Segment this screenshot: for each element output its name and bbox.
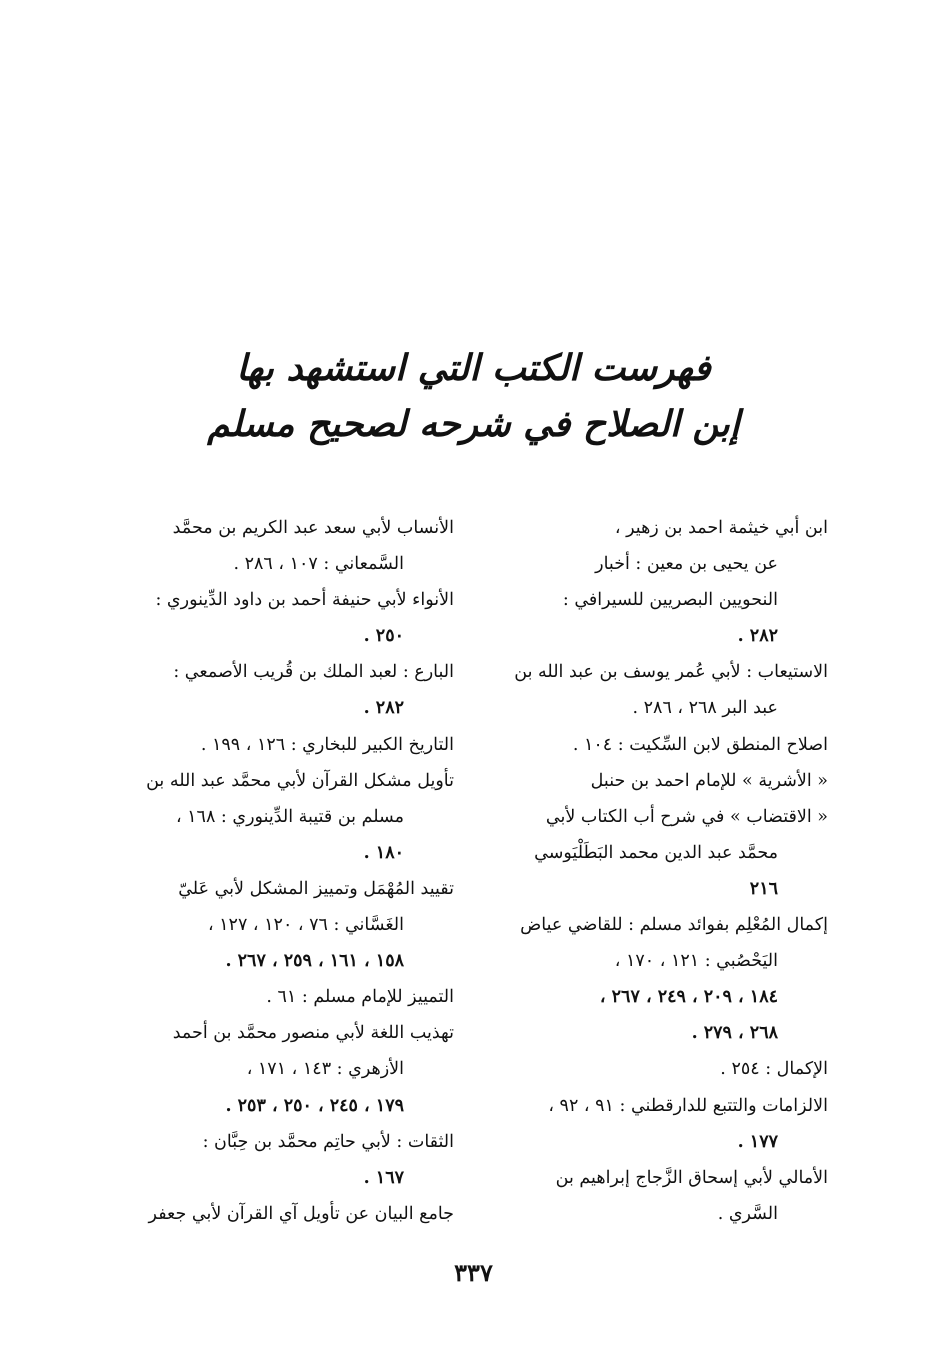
index-entry-continuation: الأزهري : ١٤٣ ، ١٧١ ، [246, 1059, 404, 1080]
index-entry-continuation: ١٦٧ . [363, 1167, 404, 1188]
page-title [0, 340, 947, 452]
index-entry: التاريخ الكبير للبخاري : ١٢٦ ، ١٩٩ . [200, 734, 454, 755]
index-entry: تأويل مشكل القرآن لأبي محمَّد عبد الله بن [146, 770, 454, 791]
title-line-1: فهرست الكتب التي استشهد بها [236, 347, 711, 389]
index-entry: إكمال المُعْلِم بفوائد مسلم : للقاضي عياض [520, 915, 828, 936]
index-entry-continuation: اليَحْصُبي : ١٢١ ، ١٧٠ ، [614, 951, 778, 972]
index-entry-continuation: ١٥٨ ، ١٦١ ، ٢٥٩ ، ٢٦٧ . [225, 951, 404, 972]
index-entry-continuation: ١٧٩ ، ٢٤٥ ، ٢٥٠ ، ٢٥٣ . [225, 1095, 404, 1116]
index-entry: « الاقتضاب » في شرح أب الكتاب لأبي [545, 806, 828, 827]
index-entry: الاستيعاب : لأبي عُمر يوسف بن عبد الله بن [514, 662, 828, 683]
index-entry: اصلاح المنطق لابن السِّكيت : ١٠٤ . [572, 734, 828, 755]
index-entry: « الأشرية » للإمام احمد بن حنبل [590, 770, 828, 791]
index-entry: الالزامات والتتبع للدارقطني : ٩١ ، ٩٢ ، [548, 1095, 828, 1116]
index-entry: الأنواء لأبي حنيفة أحمد بن داود الدِّينوري : [155, 590, 454, 611]
index-entry: تهذيب اللغة لأبي منصور محمَّد بن أحمد [172, 1023, 454, 1044]
index-entry-continuation: ٢٦٨ ، ٢٧٩ . [691, 1023, 778, 1044]
index-entry: الثقات : لأبي حاتِم محمَّد بن حِبَّان : [202, 1131, 454, 1152]
index-entry: التمييز للإمام مسلم : ٦١ . [266, 987, 454, 1008]
index-entry: الأمالي لأبي إسحاق الزَّجاج إبراهيم بن [555, 1167, 828, 1188]
index-entry-continuation: ١٧٧ . [737, 1131, 778, 1152]
index-entry: الإكمال : ٢٥٤ . [720, 1059, 828, 1080]
title-line-2: إبن الصلاح في شرحه لصحيح مسلم [207, 403, 740, 445]
index-column-right [486, 510, 828, 1232]
index-entry-continuation: عبد البر ٢٦٨ ، ٢٨٦ . [632, 698, 778, 719]
index-entry-continuation: الغَسَّاني : ٧٦ ، ١٢٠ ، ١٢٧ ، [207, 915, 404, 936]
index-entry-continuation: السَّمعاني : ١٠٧ ، ٢٨٦ . [233, 554, 404, 575]
index-entry-continuation: محمَّد عبد الدين محمد البَطَلْيَوسي [534, 842, 778, 863]
index-entry-continuation: مسلم بن قتيبة الدِّينوري : ١٦٨ ، [175, 806, 404, 827]
index-entry-continuation: عن يحيى بن معين : أخبار [595, 554, 778, 575]
index-entry-continuation: ١٨٠ . [363, 842, 404, 863]
index-entry-continuation: النحويين البصريين للسيرافي : [562, 590, 778, 611]
index-entry: ابن أبي خيثمة احمد بن زهير ، [614, 518, 828, 538]
index-entry-continuation: ١٨٤ ، ٢٠٩ ، ٢٤٩ ، ٢٦٧ ، [599, 987, 778, 1008]
index-entry: البارع : لعبد الملك بن قُريب الأصمعي : [173, 662, 454, 683]
index-entry-continuation: ٢٨٢ . [737, 626, 778, 647]
index-entry: جامع البيان عن تأويل آي القرآن لأبي جعفر [148, 1203, 454, 1224]
index-entry-continuation: ٢٨٢ . [363, 698, 404, 719]
index-entry-continuation: ٢٥٠ . [363, 626, 404, 647]
index-entry-continuation: السَّري . [717, 1203, 778, 1224]
index-entry-continuation: ٢١٦ [749, 878, 778, 899]
index-column-left [112, 510, 454, 1232]
index-entry: الأنساب لأبي سعد عبد الكريم بن محمَّد [172, 518, 454, 538]
page-number: ٣٣٧ [454, 1258, 493, 1287]
index-entry: تقييد المُهْمَل وتمييز المشكل لأبي عَليّ [178, 878, 454, 899]
